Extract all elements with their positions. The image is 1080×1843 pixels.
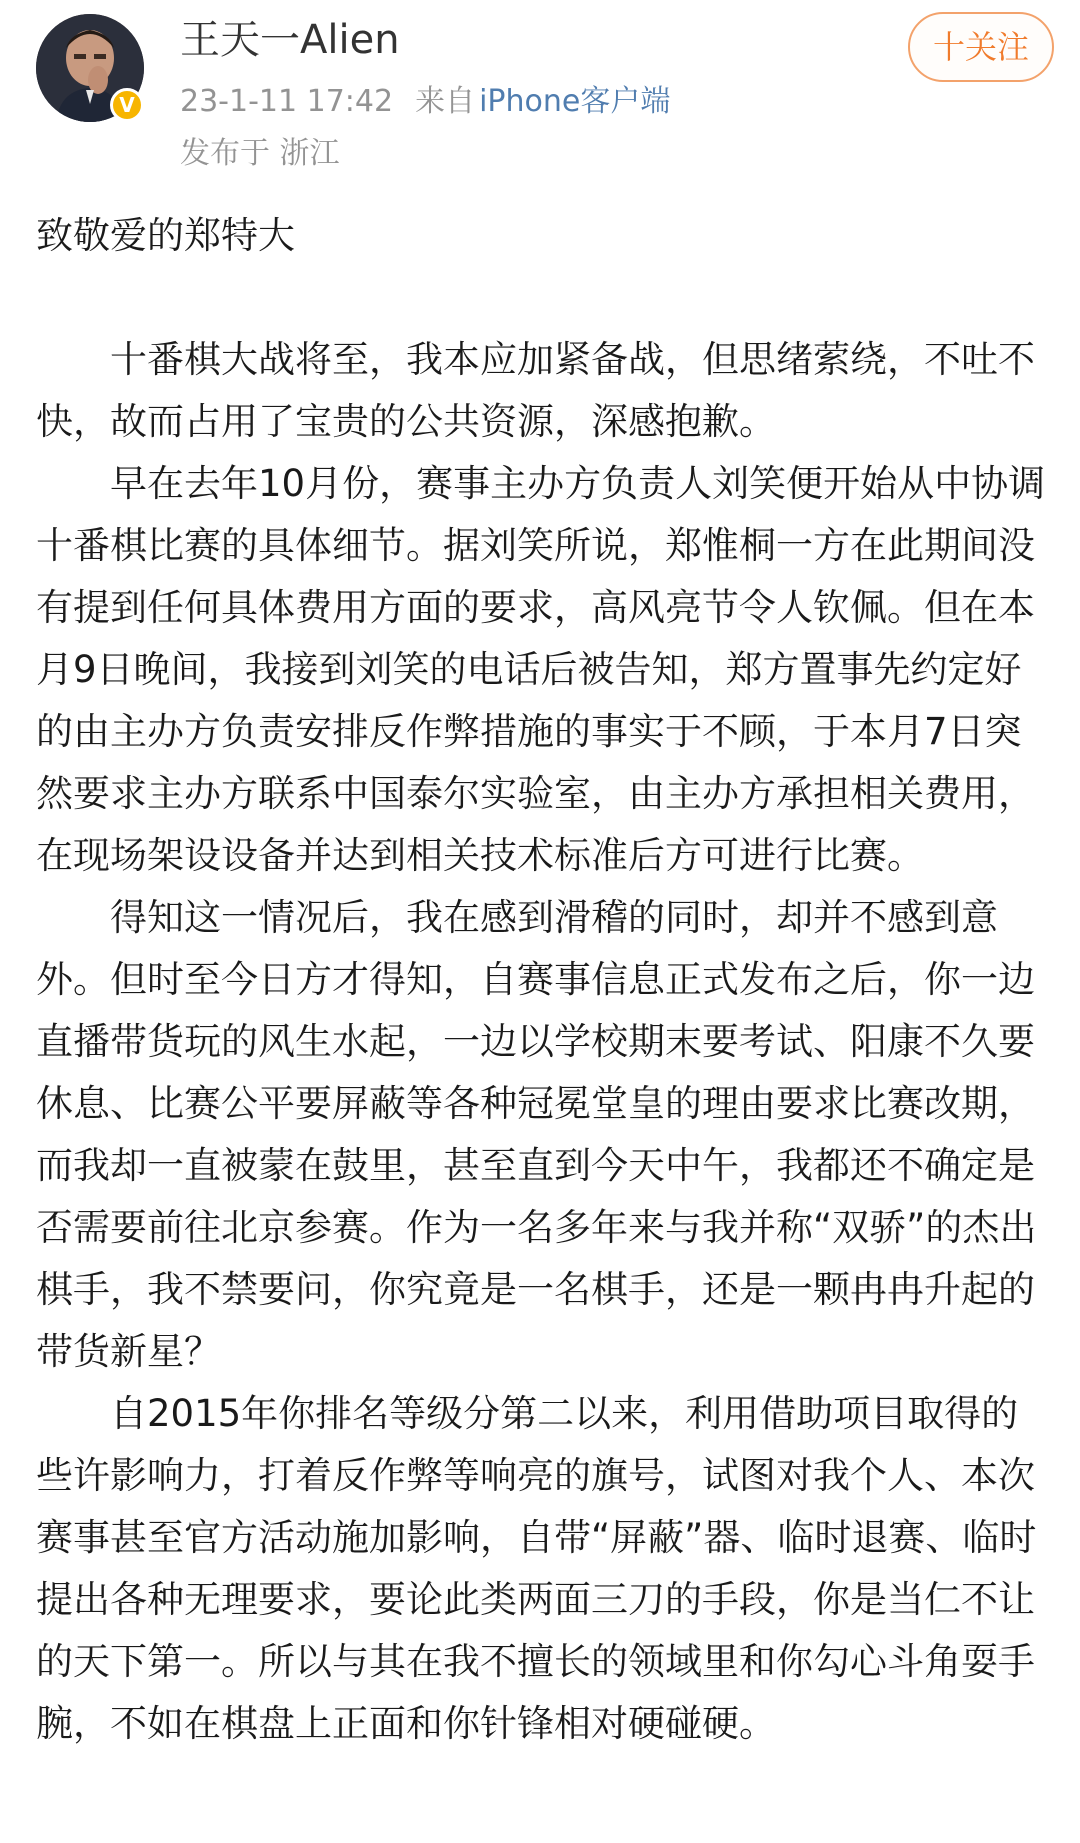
post-greeting: 致敬爱的郑特大	[36, 214, 295, 257]
source-label: 来自	[415, 84, 476, 119]
post-body	[36, 205, 1046, 1755]
post-paragraph-1: 十番棋大战将至，我本应加紧备战，但思绪萦绕，不吐不快，故而占用了宝贵的公共资源，深感抱歉。	[36, 338, 1035, 443]
follow-button[interactable]: 十关注	[908, 12, 1054, 82]
post-header	[0, 0, 1080, 190]
source-link[interactable]: iPhone客户端	[479, 84, 671, 119]
post-paragraph-2: 早在去年10月份，赛事主办方负责人刘笑便开始从中协调十番棋比赛的具体细节。据刘笑所说，郑惟桐一方在此期间没有提到任何具体费用方面的要求，高风亮节令人钦佩。但在本月9日晚间，我接到刘笑的电话后被告知，郑方置事先约定好的由主办方负责安排反作弊措施的事实于不顾，于本月7日突然要求主办方联系中国泰尔实验室，由主办方承担相关费用，在现场架设设备并达到相关技术标准后方可进行比赛。	[36, 462, 1046, 877]
post-meta	[180, 82, 670, 122]
post-time: 23-1-11 17:42	[180, 84, 394, 119]
author-name[interactable]: 王天一Alien	[180, 17, 400, 63]
post-paragraph-3: 得知这一情况后，我在感到滑稽的同时，却并不感到意外。但时至今日方才得知，自赛事信息正式发布之后，你一边直播带货玩的风生水起，一边以学校期末要考试、阳康不久要休息、比赛公平要屏蔽等各种冠冕堂皇的理由要求比赛改期，而我却一直被蒙在鼓里，甚至直到今天中午，我都还不确定是否需要前往北京参赛。作为一名多年来与我并称“双骄”的杰出棋手，我不禁要问，你究竟是一名棋手，还是一颗冉冉升起的带货新星？	[36, 896, 1037, 1373]
post-location: 发布于 浙江	[180, 136, 340, 171]
verified-badge-icon: V	[110, 88, 144, 122]
post-paragraph-4: 自2015年你排名等级分第二以来，利用借助项目取得的些许影响力，打着反作弊等响亮的旗号，试图对我个人、本次赛事甚至官方活动施加影响，自带“屏蔽”器、临时退赛、临时提出各种无理要求，要论此类两面三刀的手段，你是当仁不让的天下第一。所以与其在我不擅长的领域里和你勾心斗角耍手腕，不如在棋盘上正面和你针锋相对硬碰硬。	[36, 1392, 1037, 1745]
